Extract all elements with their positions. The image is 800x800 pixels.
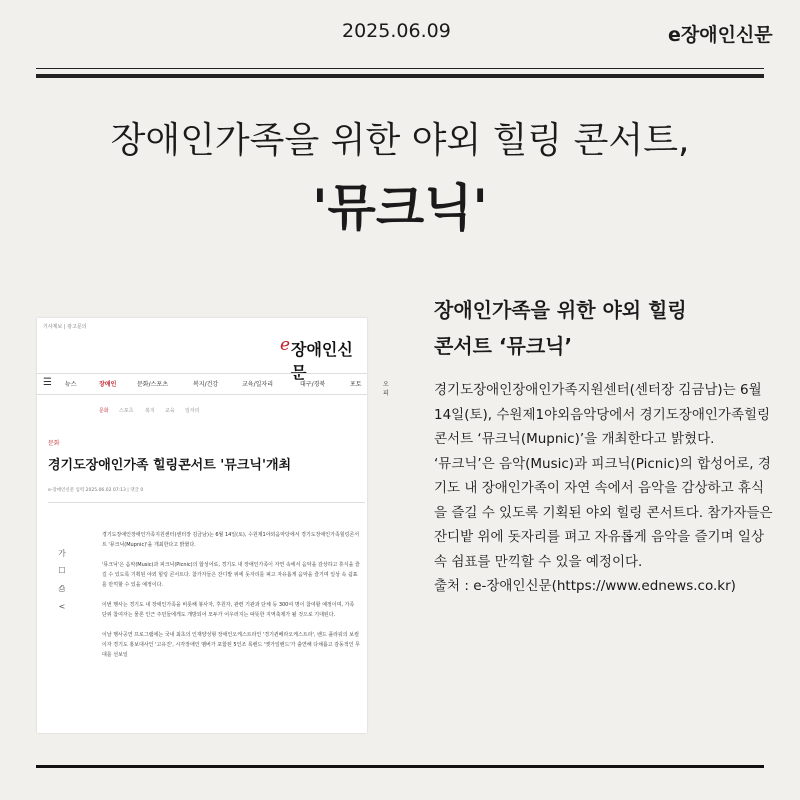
nav-item-culture[interactable]: 문화/스포츠 (137, 381, 169, 388)
article-paragraph: '뮤크닉'은 음악(Music)과 피크닉(Picnic)의 합성어로, 경기도 내 장애인가족이 자연 속에서 음악을 감상하고 휴식을 즐길 수 있도록 기획된 야외 힐링 콘서트다. 참가자들은 잔디밭 위에 돗자리를 펴고 자유롭게 음악을 즐기며 일상 속 쉼표를 만끽할 수 있을 예정이다. (102, 562, 360, 588)
print-icon[interactable]: ⎙ (58, 584, 66, 593)
article-paragraph: 경기도장애인장애인가족지원센터(센터장 김금남)는 6월 14일(토), 수원제1야외음악당에서 경기도장애인가족힐링콘서트 '뮤크닉(Mupnic)'을 개최한다고 밝혔다. (102, 532, 360, 548)
nav-item-welfare[interactable]: 복지/건강 (193, 381, 219, 388)
site-logo-e: e (280, 335, 291, 355)
subnav-item-culture[interactable]: 문화 (99, 408, 109, 414)
nav-item-opinion[interactable]: 오피 (383, 381, 389, 397)
summary-heading-line-1: 장애인가족을 위한 야외 힐링 (434, 298, 687, 322)
summary-heading-line-2: 콘서트 ‘뮤크닉’ (434, 334, 573, 358)
nav-item-disabled[interactable]: 장애인 (99, 381, 117, 388)
nav-item-photo[interactable]: 포토 (350, 381, 362, 388)
summary-paragraph-1: 경기도장애인장애인가족지원센터(센터장 김금남)는 6월 14일(토), 수원제1야외음악당에서 경기도장애인가족힐링콘서트 ‘뮤크닉(Mupnic)’을 개최한다고 밝혔다. (434, 382, 771, 447)
article-paragraph: 이번 행사는 경기도 내 장애인가족을 비롯해 봉사자, 후원자, 관련 기관과 단체 등 300여 명이 참여할 예정이며, 가족 단위 참여자는 물론 인근 주민들에게도 개방되어 모두가 어우러지는 따뜻한 지역축제가 될 것으로 기대된다. (102, 602, 355, 618)
subnav-item-welfare[interactable]: 복지 (145, 408, 155, 414)
font-size-icon[interactable]: 가 (58, 549, 66, 558)
title-line-2: '뮤크닉' (312, 179, 488, 237)
title-line-1: 장애인가족을 위한 야외 힐링 콘서트, (110, 120, 690, 161)
summary-heading (434, 292, 774, 364)
bookmark-icon[interactable]: ☐ (58, 566, 66, 575)
nav-item-news[interactable]: 뉴스 (65, 381, 77, 388)
summary-body (434, 378, 774, 599)
subnav-item-sports[interactable]: 스포츠 (119, 408, 134, 414)
article-category[interactable]: 문화 (48, 440, 60, 447)
nav-item-daegu[interactable]: 대구/경북 (300, 381, 326, 388)
main-nav (37, 373, 389, 397)
top-rule-thin (36, 68, 764, 69)
summary-source: 출처 : e-장애인신문(https://www.ednews.co.kr) (434, 578, 736, 594)
article-body (102, 530, 360, 670)
bottom-rule (36, 765, 764, 768)
summary-paragraph-2: ‘뮤크닉’은 음악(Music)과 피크닉(Picnic)의 합성어로, 경기도 내 장애인가족이 자연 속에서 음악을 감상하고 휴식을 즐길 수 있도록 기획된 야외 힐링 콘서트다. 참가자들은 잔디밭 위에 돗자리를 펴고 자유롭게 음악을 즐기며 일상 속 쉼표를 만끽할 수 있을 예정이다. (434, 455, 773, 570)
subnav-item-education[interactable]: 교육 (165, 408, 175, 414)
article-paragraph: 이날 행사공연 프로그램에는 국내 최초의 인재양성형 장애인오케스트라인 '경기퀸베라오케스트라', 밴드 플라워의 보컬이자 경기도 홍보대사인 '고유진', 시각장애인 멤버가 포함된 5인조 록밴드 '옛가일밴드'가 출연해 다채롭고 감동적인 무대를 선보일 (102, 632, 360, 658)
date-label: 2025.06.09 (342, 20, 451, 42)
article-headline: 경기도장애인가족 힐링콘서트 '뮤크닉'개최 (48, 458, 292, 473)
article-meta: e-장애인신문 입력 2025.06.02 07:13 | 댓글 0 (48, 488, 144, 493)
subnav-item-jobs[interactable]: 일자리 (185, 408, 200, 414)
top-rule-thick (36, 74, 764, 78)
top-links[interactable]: 기사제보 | 광고문의 (43, 324, 87, 330)
nav-item-education[interactable]: 교육/일자리 (242, 381, 274, 388)
site-logo[interactable]: 장애인신문 (291, 340, 353, 382)
hamburger-menu-icon[interactable]: ☰ (43, 377, 52, 388)
brand-name: e장애인신문 (668, 24, 773, 46)
article-screenshot (37, 318, 389, 733)
article-tools (55, 548, 69, 620)
share-icon[interactable]: < (58, 602, 66, 611)
article-divider (48, 502, 365, 503)
